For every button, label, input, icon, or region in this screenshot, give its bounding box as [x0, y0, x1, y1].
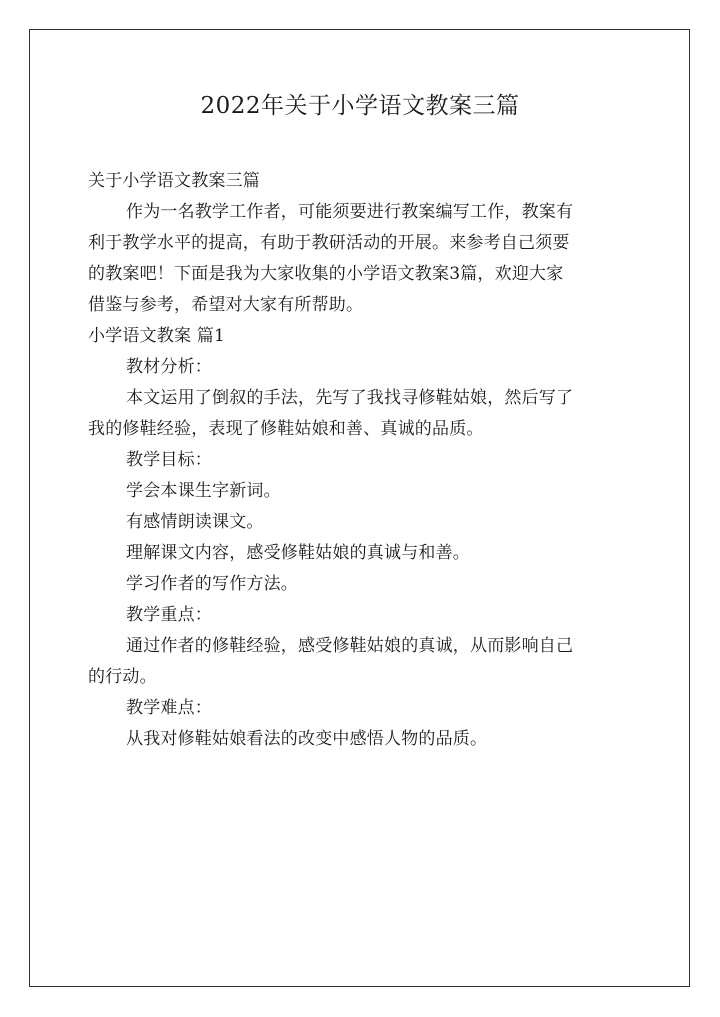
document-body [88, 166, 638, 755]
paragraph-line: 理解课文内容，感受修鞋姑娘的真诚与和善。 [126, 543, 470, 563]
paragraph-line: 的教案吧！下面是我为大家收集的小学语文教案3篇，欢迎大家 [88, 264, 564, 284]
paragraph-line: 借鉴与参考，希望对大家有所帮助。 [88, 295, 364, 315]
paragraph-line: 我的修鞋经验，表现了修鞋姑娘和善、真诚的品质。 [88, 419, 484, 439]
paragraph-line: 有感情朗读课文。 [126, 512, 264, 532]
paragraph-line: 学习作者的写作方法。 [126, 574, 298, 594]
paragraph-line: 通过作者的修鞋经验，感受修鞋姑娘的真诚，从而影响自己 [126, 636, 574, 656]
subheading: 教学目标： [126, 450, 212, 470]
paragraph-line: 作为一名教学工作者，可能须要进行教案编写工作，教案有 [126, 202, 574, 222]
subheading: 教材分析： [126, 357, 212, 377]
paragraph-line: 利于教学水平的提高，有助于教研活动的开展。来参考自己须要 [88, 233, 570, 253]
paragraph-line: 的行动。 [88, 667, 157, 687]
section-heading: 小学语文教案 篇1 [88, 326, 226, 346]
paragraph-line: 从我对修鞋姑娘看法的改变中感悟人物的品质。 [126, 729, 488, 749]
subheading: 教学重点： [126, 605, 212, 625]
paragraph-line: 学会本课生字新词。 [126, 481, 281, 501]
document-title: 2022年关于小学语文教案三篇 [200, 93, 520, 119]
section-heading: 关于小学语文教案三篇 [88, 171, 260, 191]
subheading: 教学难点： [126, 698, 212, 718]
paragraph-line: 本文运用了倒叙的手法，先写了我找寻修鞋姑娘，然后写了 [126, 388, 574, 408]
